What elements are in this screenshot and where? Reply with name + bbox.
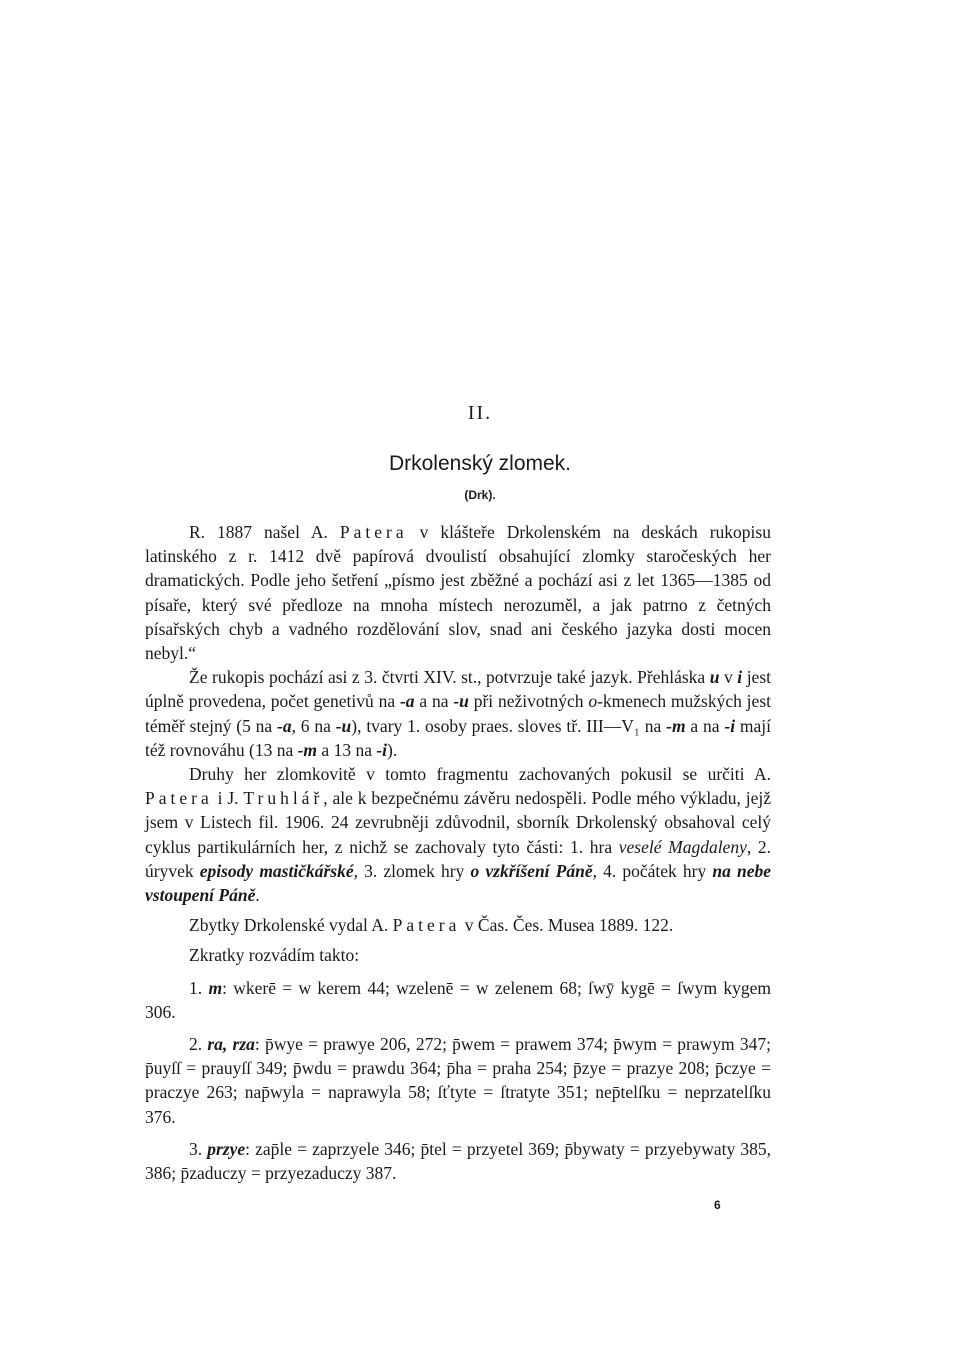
page-number: 6 xyxy=(714,1198,721,1212)
body-text xyxy=(145,520,771,1185)
abbreviation-item-1: 1. m: wkerē = w kerem 44; wzelenē = w zelenem 68; ſwȳ kygē = ſwym kygem 306. xyxy=(145,977,771,1022)
abbreviation-item-2: 2. ra, rza: p̄wye = prawye 206, 272; p̄wem = prawem 374; p̄wym = prawym 347; p̄uyſſ = prauyſſ 349; p̄wdu = prawdu 364; p̄ha = praha 254; p̄zye = prazye 208; p̄czye = praczye 263; nap̄wyla = naprawyla 58; ſťtyte = ſtratyte 351; nep̄telſku = neprzatelſku 376. xyxy=(145,1034,772,1127)
paragraph-language: Že rukopis pochází asi z 3. čtvrti XIV. st., potvrzuje také jazyk. Přehláska u v i jest úplně provedena, počet genetivů na -a a na -u při neživotných o-kmenech mužských jest téměř stejný (5 na -a, 6 na -u), tvary 1. osoby praes. sloves tř. III—V₁ na -m a na -i mají též rovnováhu (13 na -m a 13 na -i). xyxy=(145,667,772,760)
abbreviation: (Drk). xyxy=(464,488,496,502)
chapter-number: II. xyxy=(467,402,493,424)
author-name: Patera xyxy=(339,522,408,542)
paragraph-genres: Druhy her zlomkovitě v tomto fragmentu zachovaných pokusil se určiti A. Patera i J. Truhlář, ale k bezpečnému závěru nedospěli. Podle mého výkladu, jejž jsem v Listech fil. 1906. 24 zevrubněji zdůvodnil, sborník Drkolenský obsahoval celý cyklus partikulárních her, z nichž se zachovaly tyto části: 1. hra veselé Magdaleny, 2. úryvek episody mastičkářské, 3. zlomek hry o vzkříšení Páně, 4. počátek hry na nebe vstoupení Páně. xyxy=(145,764,772,906)
paragraph-edition: Zbytky Drkolenské vydal A. Patera v Čas. Čes. Musea 1889. 122. xyxy=(189,915,674,936)
paragraph-intro: R. 1887 našel A. Patera v klášteře Drkolenském na deskách rukopisu latinského z r. 1412 dvě papírová dvoulistí obsahující zlomky staročeských her dramatických. Podle jeho šetření „písmo jest zběžné a pochází asi z let 1365—1385 od písaře, který své předloze na mnoha místech nerozuměl, a jak patrno z četných písařských chyb a vadného rozdělování slov, snad ani českého jazyka dosti mocen nebyl.“ xyxy=(145,522,771,664)
paragraph-abbreviations-intro: Zkratky rozvádím takto: xyxy=(189,945,360,966)
author-name: Patera xyxy=(145,788,213,809)
abbreviation-item-3: 3. przye: zap̄le = zaprzyele 346; p̄tel = przyetel 369; p̄bywaty = przyebywaty 385, 386; p̄zaduczy = przyezaduczy 387. xyxy=(145,1138,771,1184)
page-title: Drkolenský zlomek. xyxy=(388,452,572,475)
author-name: Truhlář xyxy=(243,788,324,809)
author-name: Patera xyxy=(392,915,461,936)
